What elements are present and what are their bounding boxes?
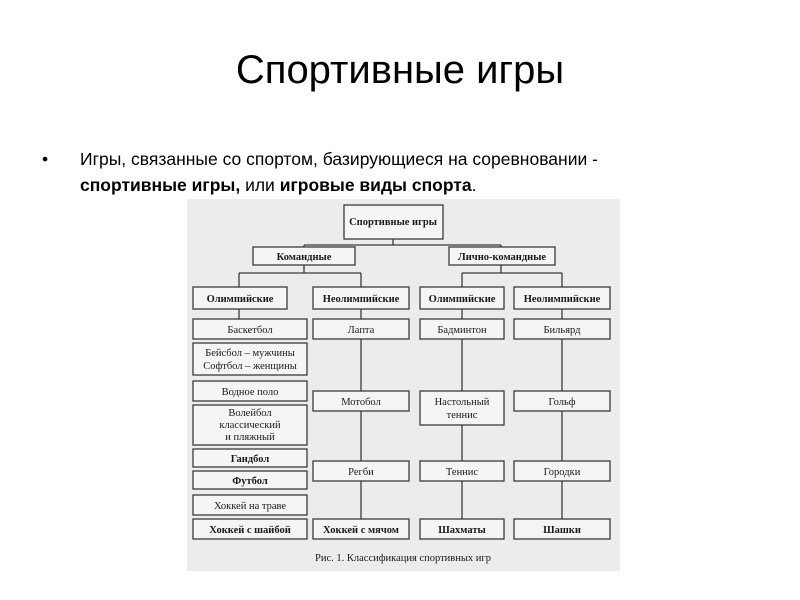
- label-football: Футбол: [232, 476, 268, 487]
- label-lapta: Лапта: [347, 325, 375, 336]
- label-water-polo: Водное поло: [221, 387, 279, 398]
- bullet-bold-2: игровые виды спорта: [279, 175, 472, 195]
- bullet-text-part2: или: [240, 175, 280, 195]
- bullet-bold-1: спортивные игры,: [80, 175, 241, 195]
- label-table-tennis-1: Настольный: [434, 397, 490, 408]
- label-handball: Гандбол: [230, 454, 270, 465]
- label-team-olympic: Олимпийские: [206, 294, 274, 305]
- label-ice-hockey: Хоккей с шайбой: [209, 525, 291, 536]
- label-baseball: Бейсбол – мужчины: [205, 348, 295, 359]
- diagram-caption: Рис. 1. Классификация спортивных игр: [315, 553, 491, 564]
- label-tennis: Теннис: [445, 467, 479, 478]
- label-volleyball-classic: классический: [219, 420, 281, 431]
- bullet-dot: •: [42, 149, 49, 169]
- classification-diagram: [187, 199, 620, 571]
- diagram-svg: [187, 199, 620, 571]
- label-basketball: Баскетбол: [227, 325, 273, 336]
- label-individual-team: Лично-командные: [457, 252, 547, 263]
- label-billiards: Бильярд: [543, 325, 581, 336]
- label-checkers: Шашки: [543, 525, 581, 536]
- label-golf: Гольф: [548, 397, 576, 408]
- bullet-text-end: .: [471, 175, 477, 195]
- bullet-text: [80, 146, 740, 198]
- label-softball: Софтбол – женщины: [203, 361, 297, 372]
- label-bandy: Хоккей с мячом: [323, 525, 399, 536]
- bullet-text-part1: Игры, связанные со спортом, базирующиеся на соревновании -: [80, 149, 598, 169]
- label-chess: Шахматы: [438, 525, 486, 536]
- label-volleyball: Волейбол: [228, 408, 272, 419]
- label-gorodki: Городки: [543, 467, 581, 478]
- label-ind-non-olympic: Неолимпийские: [523, 294, 601, 305]
- label-team-non-olympic: Неолимпийские: [322, 294, 400, 305]
- label-team: Командные: [276, 252, 332, 263]
- label-rugby: Регби: [348, 467, 374, 478]
- label-ind-olympic: Олимпийские: [428, 294, 496, 305]
- label-volleyball-beach: и пляжный: [225, 432, 275, 443]
- label-motoball: Мотобол: [341, 397, 381, 408]
- label-badminton: Бадминтон: [437, 325, 487, 336]
- label-table-tennis-2: теннис: [446, 410, 478, 421]
- label-root: Спортивные игры: [349, 217, 437, 228]
- label-field-hockey: Хоккей на траве: [213, 501, 287, 512]
- slide-title: Спортивные игры: [235, 48, 565, 92]
